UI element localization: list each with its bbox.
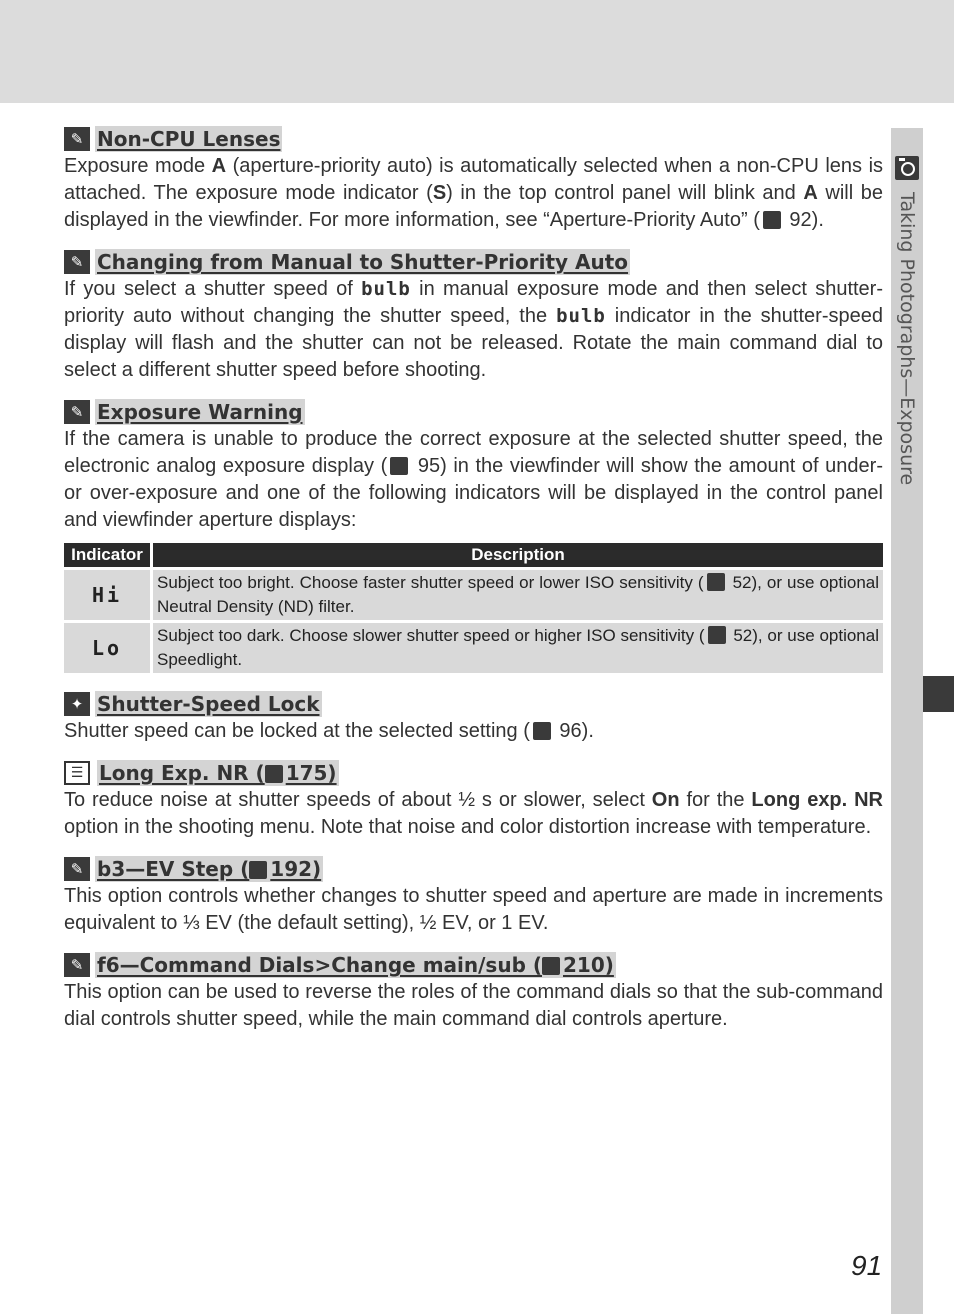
note-pencil-icon: ✎ — [64, 250, 90, 274]
table-row — [64, 570, 883, 620]
section-title-text: Non-CPU Lenses — [97, 127, 281, 151]
section-title-ref: 210) — [563, 953, 614, 977]
body-bold: A — [803, 182, 818, 204]
page-ref-icon — [708, 626, 726, 644]
section-heading — [64, 759, 883, 787]
section-title-text: Changing from Manual to Shutter-Priority Auto — [97, 250, 629, 274]
chapter-label: Taking Photographs—Exposure — [896, 192, 918, 486]
section-title — [95, 249, 630, 275]
tip-section — [64, 951, 883, 1033]
page-content — [64, 125, 883, 1047]
section-body: This option can be used to reverse the roles of the command dials so that the sub-command dial controls shutter speed, while the main command dial controls aperture. — [64, 981, 883, 1030]
section-title-text: f6—Command Dials>Change main/sub ( — [97, 953, 542, 977]
description-cell: Subject too dark. Choose slower shutter speed or higher ISO sensitivity ( 52), or use optional Speedlight. — [153, 623, 883, 673]
section-body: If you select a shutter speed of bulb in manual exposure mode and then select shutter-priority auto without changing the shutter speed, the bulb indicator in the shutter-speed display will flash and the shutter can not be released. Rotate the main command dial to select a different shutter speed before shooting. — [64, 278, 883, 381]
body-bold: On — [651, 789, 680, 811]
section-title-ref: 175) — [285, 761, 337, 785]
section-title — [95, 126, 282, 152]
lcd-indicator: bulb — [556, 305, 606, 327]
lcd-indicator: bulb — [361, 278, 411, 300]
tip-section — [64, 125, 883, 234]
section-title-ref: 192) — [270, 857, 322, 881]
indicator-cell: Hi — [64, 570, 150, 620]
tip-section — [64, 398, 883, 676]
section-title — [95, 952, 616, 978]
page-ref-icon — [265, 765, 283, 783]
section-title — [95, 399, 305, 425]
section-heading — [64, 125, 883, 153]
tip-section — [64, 855, 883, 937]
page-ref-icon — [763, 211, 781, 229]
table-header: Description — [153, 543, 883, 567]
section-body: If the camera is unable to produce the correct exposure at the selected shutter speed, the electronic analog exposure display ( 95) in the viewfinder will show the amount of under- or over-exposure and one of the following indicators will be displayed in the control panel and viewfinder aperture displays: — [64, 428, 883, 531]
section-body: To reduce noise at shutter speeds of about ½ s or slower, select On for the Long exp. NR option in the shooting menu. Note that noise and color distortion increase with temperature. — [64, 789, 883, 838]
section-heading — [64, 398, 883, 426]
indicator-cell: Lo — [64, 623, 150, 673]
body-bold: A — [211, 155, 227, 177]
tip-section — [64, 759, 883, 841]
section-title-text: b3—EV Step ( — [97, 857, 250, 881]
table-row — [64, 623, 883, 673]
page-ref-icon — [533, 722, 551, 740]
header-band — [0, 0, 954, 103]
page-number: 91 — [851, 1250, 883, 1281]
page-ref-icon — [390, 457, 408, 475]
section-heading — [64, 855, 883, 883]
section-body: Exposure mode A (aperture-priority auto) is automatically selected when a non-CPU lens is attached. The exposure mode indicator (S) in the top control panel will blink and A will be displayed in the viewfinder. For more information, see “Aperture-Priority Auto” ( 92). — [64, 155, 884, 231]
section-title — [97, 760, 339, 786]
camera-icon — [895, 156, 919, 180]
section-title-text: Long Exp. NR ( — [99, 761, 265, 785]
section-title — [95, 691, 322, 717]
section-heading — [64, 690, 883, 718]
shooting-menu-icon: ☰ — [64, 761, 90, 785]
custom-setting-icon: ✎ — [64, 953, 90, 977]
section-title-text: Exposure Warning — [97, 400, 303, 424]
section-heading — [64, 248, 883, 276]
custom-setting-icon: ✎ — [64, 857, 90, 881]
body-bold: Long exp. NR — [751, 789, 883, 811]
section-title — [95, 856, 323, 882]
note-pencil-icon: ✎ — [64, 127, 90, 151]
tip-section — [64, 248, 883, 384]
section-body: Shutter speed can be locked at the selected setting ( 96). — [64, 720, 594, 742]
body-bold: S — [432, 182, 447, 204]
description-cell: Subject too bright. Choose faster shutter speed or lower ISO sensitivity ( 52), or use optional Neutral Density (ND) filter. — [153, 570, 883, 620]
chapter-marker — [923, 676, 954, 712]
section-body: This option controls whether changes to shutter speed and aperture are made in increments equivalent to ⅓ EV (the default setting), ½ EV, or 1 EV. — [64, 885, 883, 934]
tip-section — [64, 690, 883, 745]
page-ref-icon — [249, 861, 267, 879]
indicator-table — [61, 540, 886, 676]
section-title-text: Shutter-Speed Lock — [97, 692, 320, 716]
section-heading — [64, 951, 883, 979]
note-pencil-icon: ✎ — [64, 400, 90, 424]
page-ref-icon — [707, 573, 725, 591]
table-header: Indicator — [64, 543, 150, 567]
page-ref-icon — [542, 957, 560, 975]
magnifier-tip-icon: ✦ — [64, 692, 90, 716]
